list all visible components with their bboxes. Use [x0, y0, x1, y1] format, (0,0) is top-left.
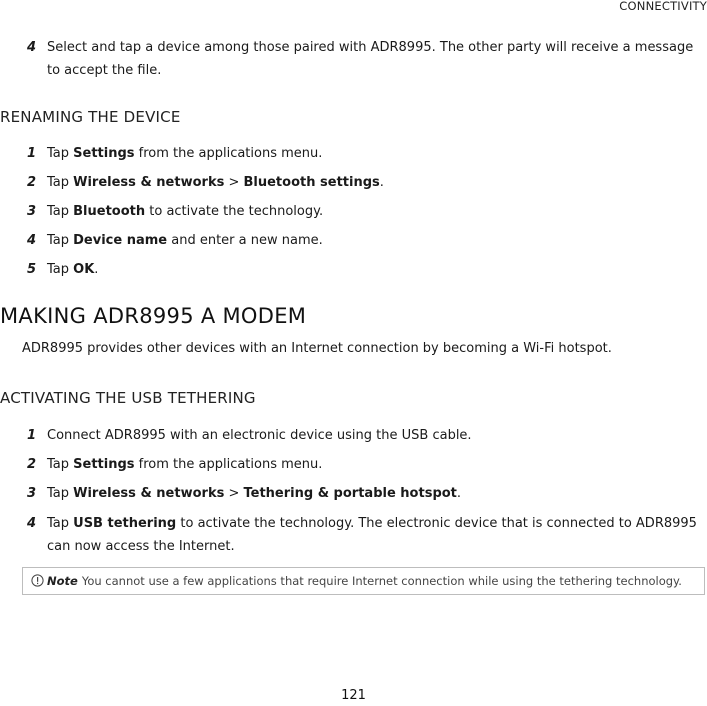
step-text: Tap OK. [47, 262, 99, 277]
step-text: Tap Settings from the applications menu. [47, 146, 323, 161]
step-number: 3 [26, 204, 36, 219]
section-header: CONNECTIVITY [619, 0, 707, 13]
step-number: 1 [26, 428, 36, 443]
step-number: 4 [26, 40, 36, 55]
note-label: Note [47, 574, 78, 588]
step-item [22, 453, 702, 476]
step-item [22, 229, 702, 252]
section-heading-renaming: RENAMING THE DEVICE [0, 108, 181, 126]
step-item [22, 36, 702, 82]
step-number: 4 [26, 516, 36, 531]
ui-term: Settings [73, 457, 135, 472]
step-item [22, 424, 702, 447]
ui-term: Wireless & networks [73, 175, 225, 190]
ui-term: Device name [73, 233, 168, 248]
step-item [22, 482, 702, 505]
intro-paragraph: ADR8995 provides other devices with an Internet connection by becoming a Wi-Fi hotspot. [22, 341, 612, 356]
ui-term: OK [73, 262, 95, 277]
page-number: 121 [341, 688, 366, 703]
step-item [22, 258, 702, 281]
step-text: Tap USB tethering to activate the technology. The electronic device that is connected to ADR8995 can now access the Internet. [47, 516, 697, 554]
step-item [22, 512, 702, 558]
step-number: 2 [26, 175, 36, 190]
step-item [22, 142, 702, 165]
ui-term: Settings [73, 146, 135, 161]
note-text: You cannot use a few applications that require Internet connection while using the tethering technology. [81, 574, 682, 588]
chapter-heading-modem: MAKING ADR8995 A MODEM [0, 304, 307, 328]
step-number: 3 [26, 486, 36, 501]
step-text: Tap Wireless & networks > Tethering & portable hotspot. [47, 486, 462, 501]
step-item [22, 200, 702, 223]
step-number: 2 [26, 457, 36, 472]
step-number: 1 [26, 146, 36, 161]
step-text: Connect ADR8995 with an electronic device using the USB cable. [47, 428, 472, 443]
ui-term: USB tethering [73, 516, 177, 531]
ui-term: Wireless & networks [73, 486, 225, 501]
step-text: Tap Settings from the applications menu. [47, 457, 323, 472]
note-box [22, 567, 705, 595]
section-heading-usb-tethering: ACTIVATING THE USB TETHERING [0, 389, 256, 407]
ui-term: Bluetooth settings [243, 175, 380, 190]
step-text: Tap Bluetooth to activate the technology. [47, 204, 324, 219]
ui-term: Tethering & portable hotspot [243, 486, 457, 501]
step-number: 4 [26, 233, 36, 248]
step-number: 5 [26, 262, 36, 277]
step-item [22, 171, 702, 194]
ui-term: Bluetooth [73, 204, 146, 219]
step-text: Tap Device name and enter a new name. [47, 233, 323, 248]
step-text: Select and tap a device among those paired with ADR8995. The other party will receive a message to accept the file. [47, 40, 694, 78]
step-text: Tap Wireless & networks > Bluetooth settings. [47, 175, 384, 190]
info-icon [31, 570, 44, 583]
